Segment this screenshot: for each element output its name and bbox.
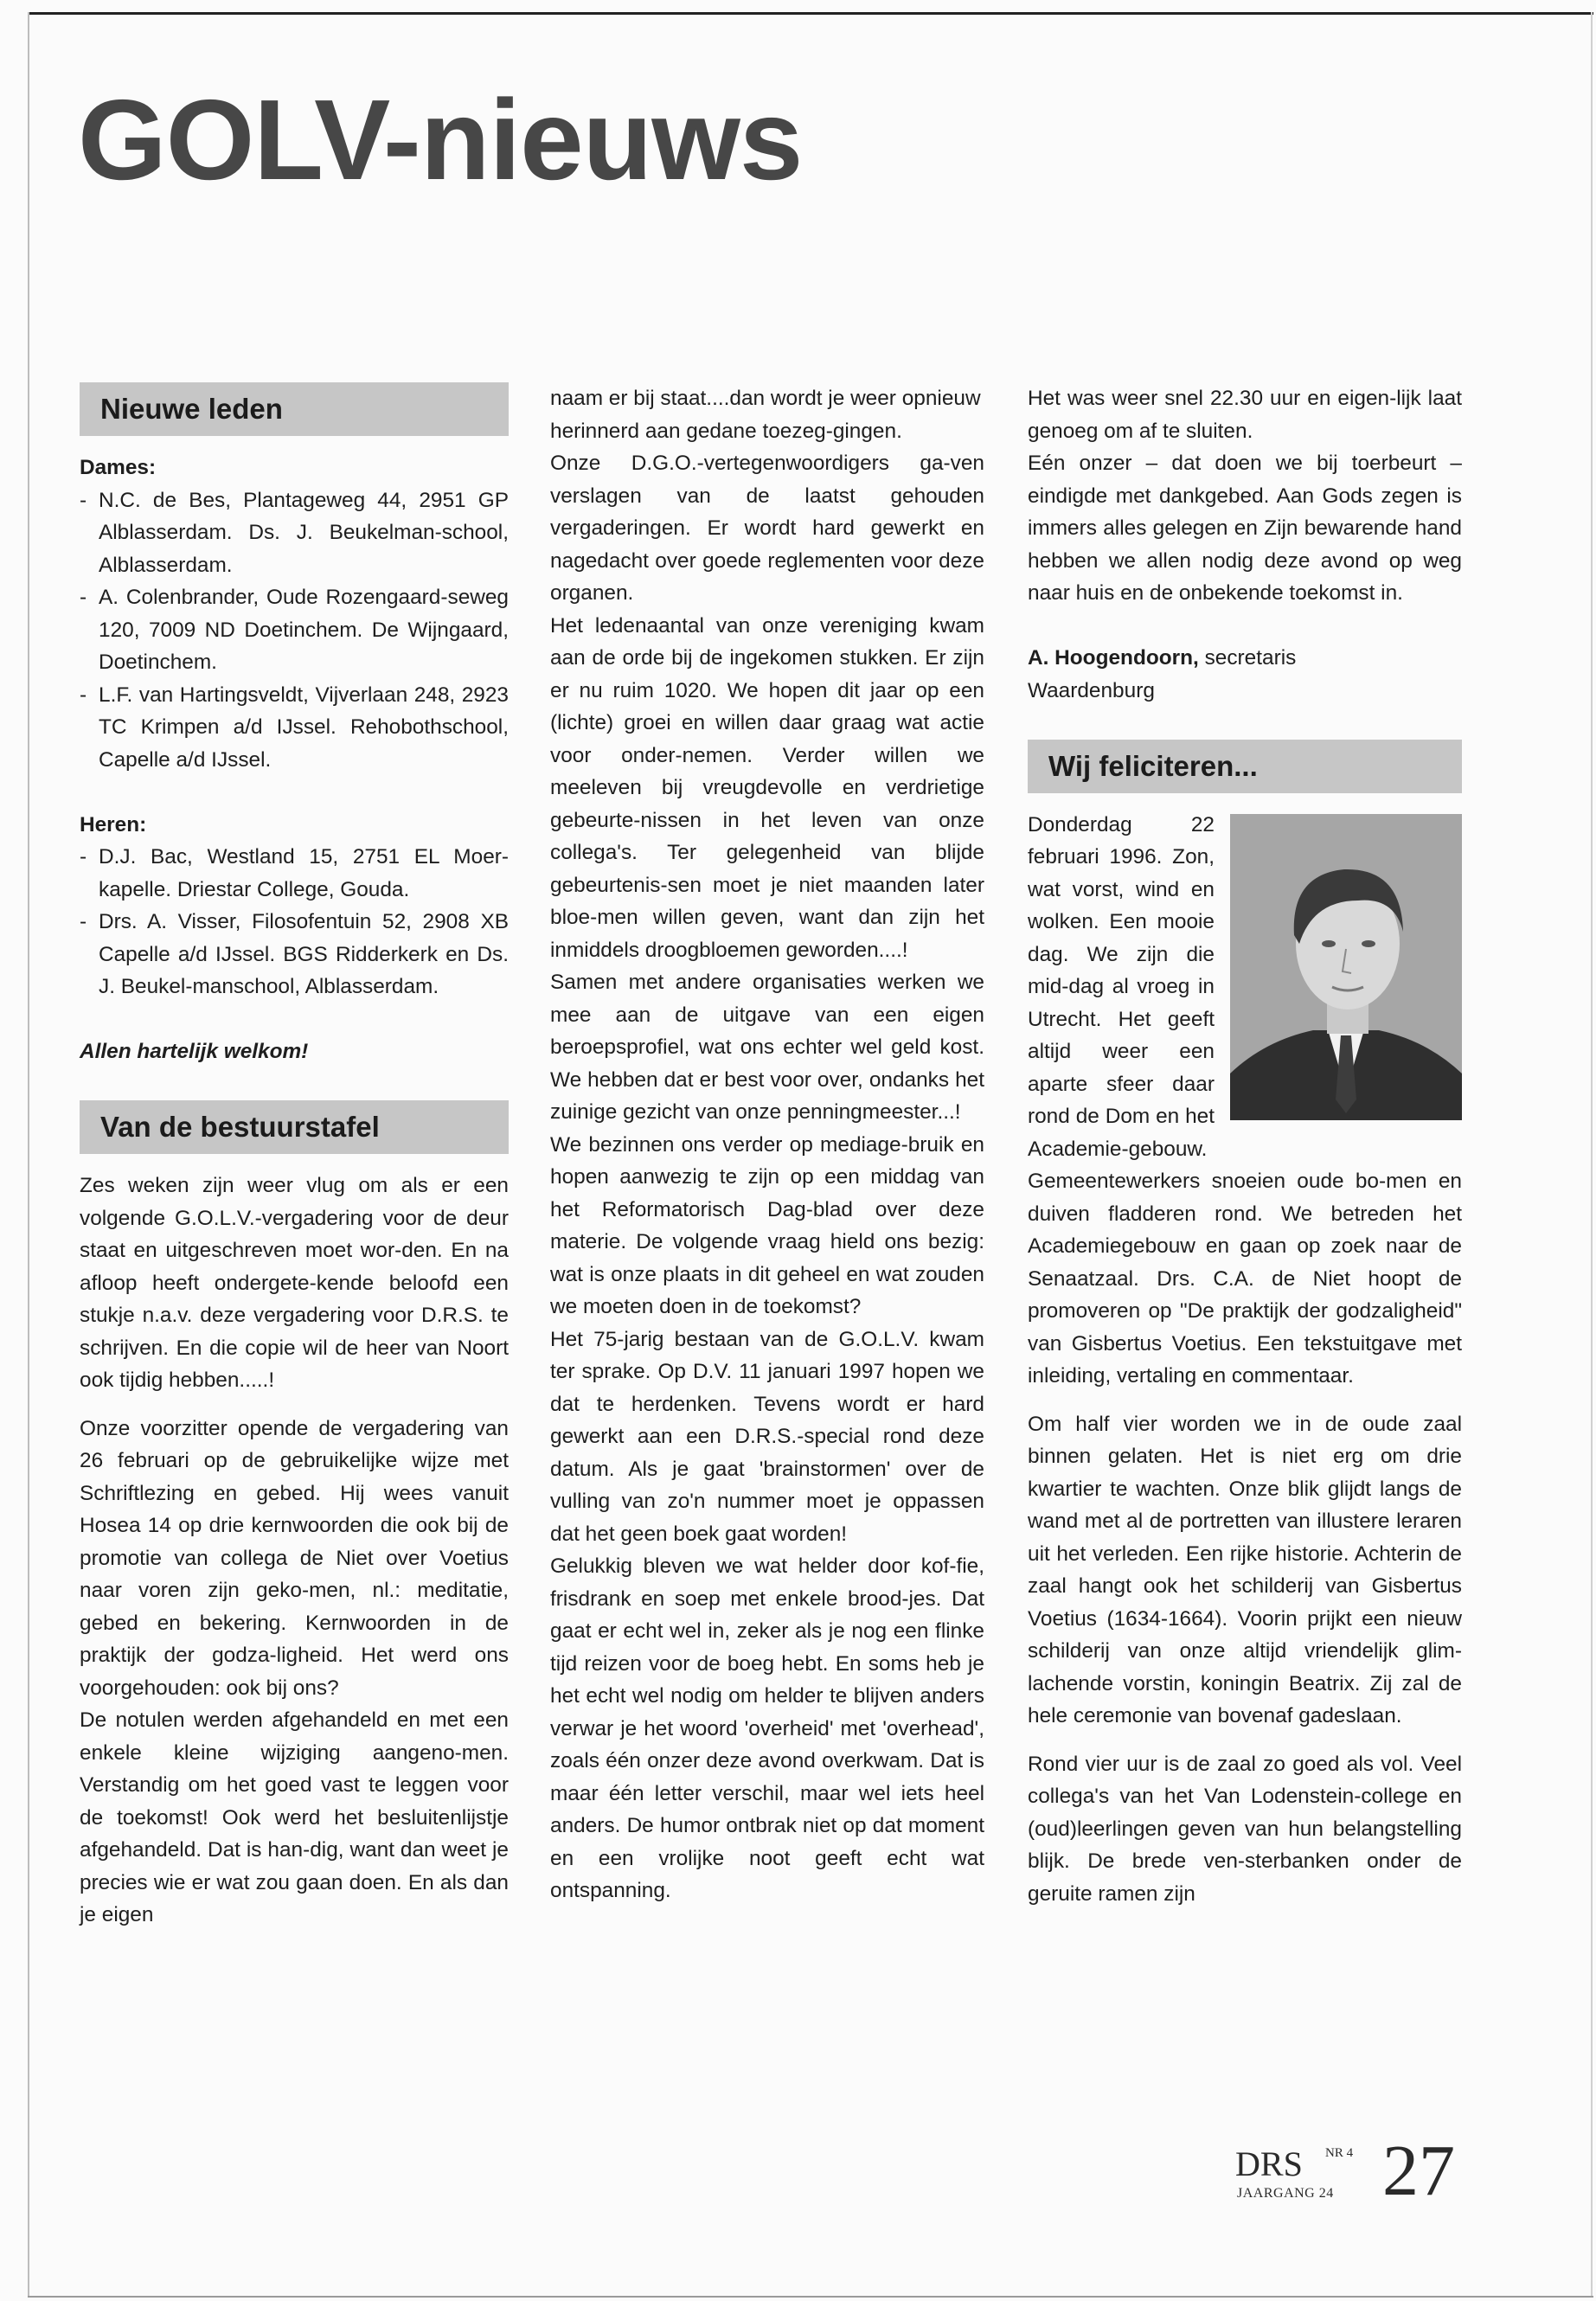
member-item: - L.F. van Hartingsveldt, Vijverlaan 248, 2923 TC Krimpen a/d IJssel. Rehobothschool, Capelle a/d IJssel. bbox=[80, 679, 509, 777]
article-paragraph: Het ledenaantal van onze vereniging kwam aan de orde bij de ingekomen stukken. Er zijn er nu ruim 1020. We hopen dit jaar op een (lichte) groei en willen daar graag wat actie voor onder-nemen. Verder willen we meeleven bij vreugdevolle en verdrietige gebeurte-nissen in het leven van onze collega's. Ter gelegenheid van blijde gebeurtenis-sen moet je niet maanden later bloe-men willen geven, want dan zijn het inmiddels droogbloemen geworden....! bbox=[550, 613, 984, 962]
bottom-rule bbox=[28, 2296, 1593, 2298]
section-heading-feliciteren: Wij feliciteren... bbox=[1028, 740, 1462, 793]
article-paragraph: De notulen werden afgehandeld en met een enkele kleine wijziging aangeno-men. Verstandig om het goed vast te leggen voor de toekomst! Ook werd het besluitenlijstje afgehandeld. Dat is han-dig, want dan weet je precies wie er wat zou gaan doen. En als dan je eigen bbox=[80, 1708, 509, 1926]
article-paragraph: Zes weken zijn weer vlug om als er een volgende G.O.L.V.-vergadering voor de deur staat en uitgeschreven moet wor-den. En na afloop heeft ondergete-kende beloofd een stukje n.a.v. deze vergadering voor D.R.S. te schrijven. En die copie wil de heer van Noort ook tijdig hebben.....! bbox=[80, 1174, 509, 1392]
member-item: - A. Colenbrander, Oude Rozengaard-seweg 120, 7009 ND Doetinchem. De Wijngaard, Doetinchem. bbox=[80, 581, 509, 679]
welcome-text: Allen hartelijk welkom! bbox=[80, 1040, 309, 1063]
member-item: - N.C. de Bes, Plantageweg 44, 2951 GP Alblasserdam. Ds. J. Beukelman-school, Alblasserdam. bbox=[80, 484, 509, 582]
page-footer bbox=[1235, 2131, 1469, 2211]
article-paragraph: We bezinnen ons verder op mediage-bruik en hopen aanwezig te zijn op een middag van het Reformatorisch Dag-blad over deze materie. De volgende vraag hield ons bezig: wat is onze plaats in dit geheel en wat zouden we moeten doen in de toekomst? bbox=[550, 1132, 984, 1318]
magazine-name: DRS bbox=[1235, 2144, 1303, 2183]
issue-number: NR 4 bbox=[1325, 2146, 1354, 2160]
column-2 bbox=[550, 382, 984, 1907]
section-heading-nieuwe-leden: Nieuwe leden bbox=[80, 382, 509, 436]
heren-label: Heren: bbox=[80, 812, 147, 836]
signature bbox=[1028, 642, 1462, 675]
section-heading-bestuurstafel: Van de bestuurstafel bbox=[80, 1100, 509, 1154]
article-paragraph: Rond vier uur is de zaal zo goed als vol. Veel collega's van het Van Lodenstein-college en (oud)leerlingen geven van hun belangstelling blijk. De brede ven-sterbanken onder de geruite ramen zijn bbox=[1028, 1752, 1462, 1906]
article-paragraph: Eén onzer – dat doen we bij toerbeurt – eindigde met dankgebed. Aan Gods zegen is immers alles gelegen en Zijn bewarende hand hebben we allen nodig deze avond op weg naar huis en de onbekende toekomst in. bbox=[1028, 452, 1462, 605]
portrait-photo bbox=[1230, 814, 1462, 1120]
article-paragraph: Onze voorzitter opende de vergadering van 26 februari op de gebruikelijke wijze met Schriftlezing en gebed. Hij wees vanuit Hosea 14 op drie kernwoorden die ook bij de promotie van collega de Niet over Voetius naar voren zijn geko-men, nl.: meditatie, gebed en bekering. Kernwoorden in de praktijk der godza-ligheid. Het werd ons voorgehouden: ook bij ons? bbox=[80, 1416, 509, 1700]
page-number: 27 bbox=[1382, 2131, 1455, 2211]
right-rule bbox=[1591, 12, 1593, 2296]
article-paragraph: Onze D.G.O.-vertegenwoordigers ga-ven verslagen van de laatst gehouden vergaderingen. Er wordt hard gewerkt en nagedacht over goede reglementen voor deze organen. bbox=[550, 452, 984, 605]
member-item: - D.J. Bac, Westland 15, 2751 EL Moer-kapelle. Driestar College, Gouda. bbox=[80, 841, 509, 906]
dames-label: Dames: bbox=[80, 456, 157, 479]
member-item: - Drs. A. Visser, Filosofentuin 52, 2908 XB Capelle a/d IJssel. BGS Ridderkerk en Ds. J. Beukel-manschool, Alblasserdam. bbox=[80, 906, 509, 1003]
dames-list bbox=[80, 484, 509, 777]
top-rule bbox=[28, 12, 1593, 15]
left-rule bbox=[28, 12, 29, 2296]
article-paragraph: Het was weer snel 22.30 uur en eigen-lijk laat genoeg om af te sluiten. bbox=[1028, 387, 1462, 443]
column-1 bbox=[80, 382, 509, 1932]
article-paragraph: Samen met andere organisaties werken we mee aan de uitgave van een eigen beroepsprofiel, wat ons echter wel geld kost. We hebben dat er best voor over, ondanks het zuinige gezicht van onze penningmeester...! bbox=[550, 971, 984, 1124]
volume-label: JAARGANG 24 bbox=[1237, 2186, 1334, 2201]
article-paragraph: Donderdag 22 februari 1996. Zon, wat vorst, wind en wolken. Een mooie dag. We zijn die mid-dag al vroeg in Utrecht. Het geeft altijd weer een aparte sfeer daar rond de Dom en het Academie-gebouw. bbox=[1028, 812, 1215, 1161]
signer-role: secretaris bbox=[1198, 646, 1297, 670]
article-paragraph: Gelukkig bleven we wat helder door kof-fie, frisdrank en soep met enkele brood-jes. Dat gaat er echt wel in, zeker als je nog een flinke tijd reizen voor de boeg hebt. En soms heb je het echt wel nodig om helder te blijven anders verwar je het woord 'overheid' met 'overhead', zoals één onzer deze avond overkwam. Dat is maar één letter verschil, maar wel iets heel anders. De humor ontbrak niet op dat moment en een vrolijke noot geeft echt wat ontspanning. bbox=[550, 1554, 984, 1902]
signer-name: A. Hoogendoorn, bbox=[1028, 646, 1199, 670]
article-paragraph: Gemeentewerkers snoeien oude bo-men en duiven fladderen rond. We betreden het Academiegebouw en gaan op zoek naar de Senaatzaal. Drs. C.A. de Niet hoopt de promoveren op "De praktijk der godzaligheid" van Gisbertus Voetius. Een tekstuitgave met inleiding, vertaling en commentaar. bbox=[1028, 1170, 1462, 1388]
article-paragraph: Om half vier worden we in de oude zaal binnen gelaten. Het is niet erg om drie kwartier te wachten. Onze blik glijdt langs de wand met al de portretten van illustere leraren uit het verleden. Een rijke historie. Achterin de zaal hangt ook het schilderij van Gisbertus Voetius (1634-1664). Voorin prijkt een nieuw schilderij van onze altijd vriendelijk glim-lachende vorstin, koningin Beatrix. Zij zal de hele ceremonie van bovenaf gadeslaan. bbox=[1028, 1412, 1462, 1727]
portrait-image bbox=[1230, 814, 1462, 1120]
page-title: GOLV-nieuws bbox=[78, 76, 803, 203]
heren-list bbox=[80, 841, 509, 1003]
article-paragraph: naam er bij staat....dan wordt je weer opnieuw herinnerd aan gedane toezeg-gingen. bbox=[550, 387, 981, 443]
column-3 bbox=[1028, 382, 1462, 1910]
signer-place: Waardenburg bbox=[1028, 678, 1155, 702]
article-paragraph: Het 75-jarig bestaan van de G.O.L.V. kwam ter sprake. Op D.V. 11 januari 1997 hopen we dat te herdenken. Tevens wordt er hard gewerkt aan een D.R.S.-special rond deze datum. Als je gaat 'brainstormen' over de vulling van zo'n nummer moet je oppassen dat het geen boek gaat worden! bbox=[550, 1327, 984, 1546]
